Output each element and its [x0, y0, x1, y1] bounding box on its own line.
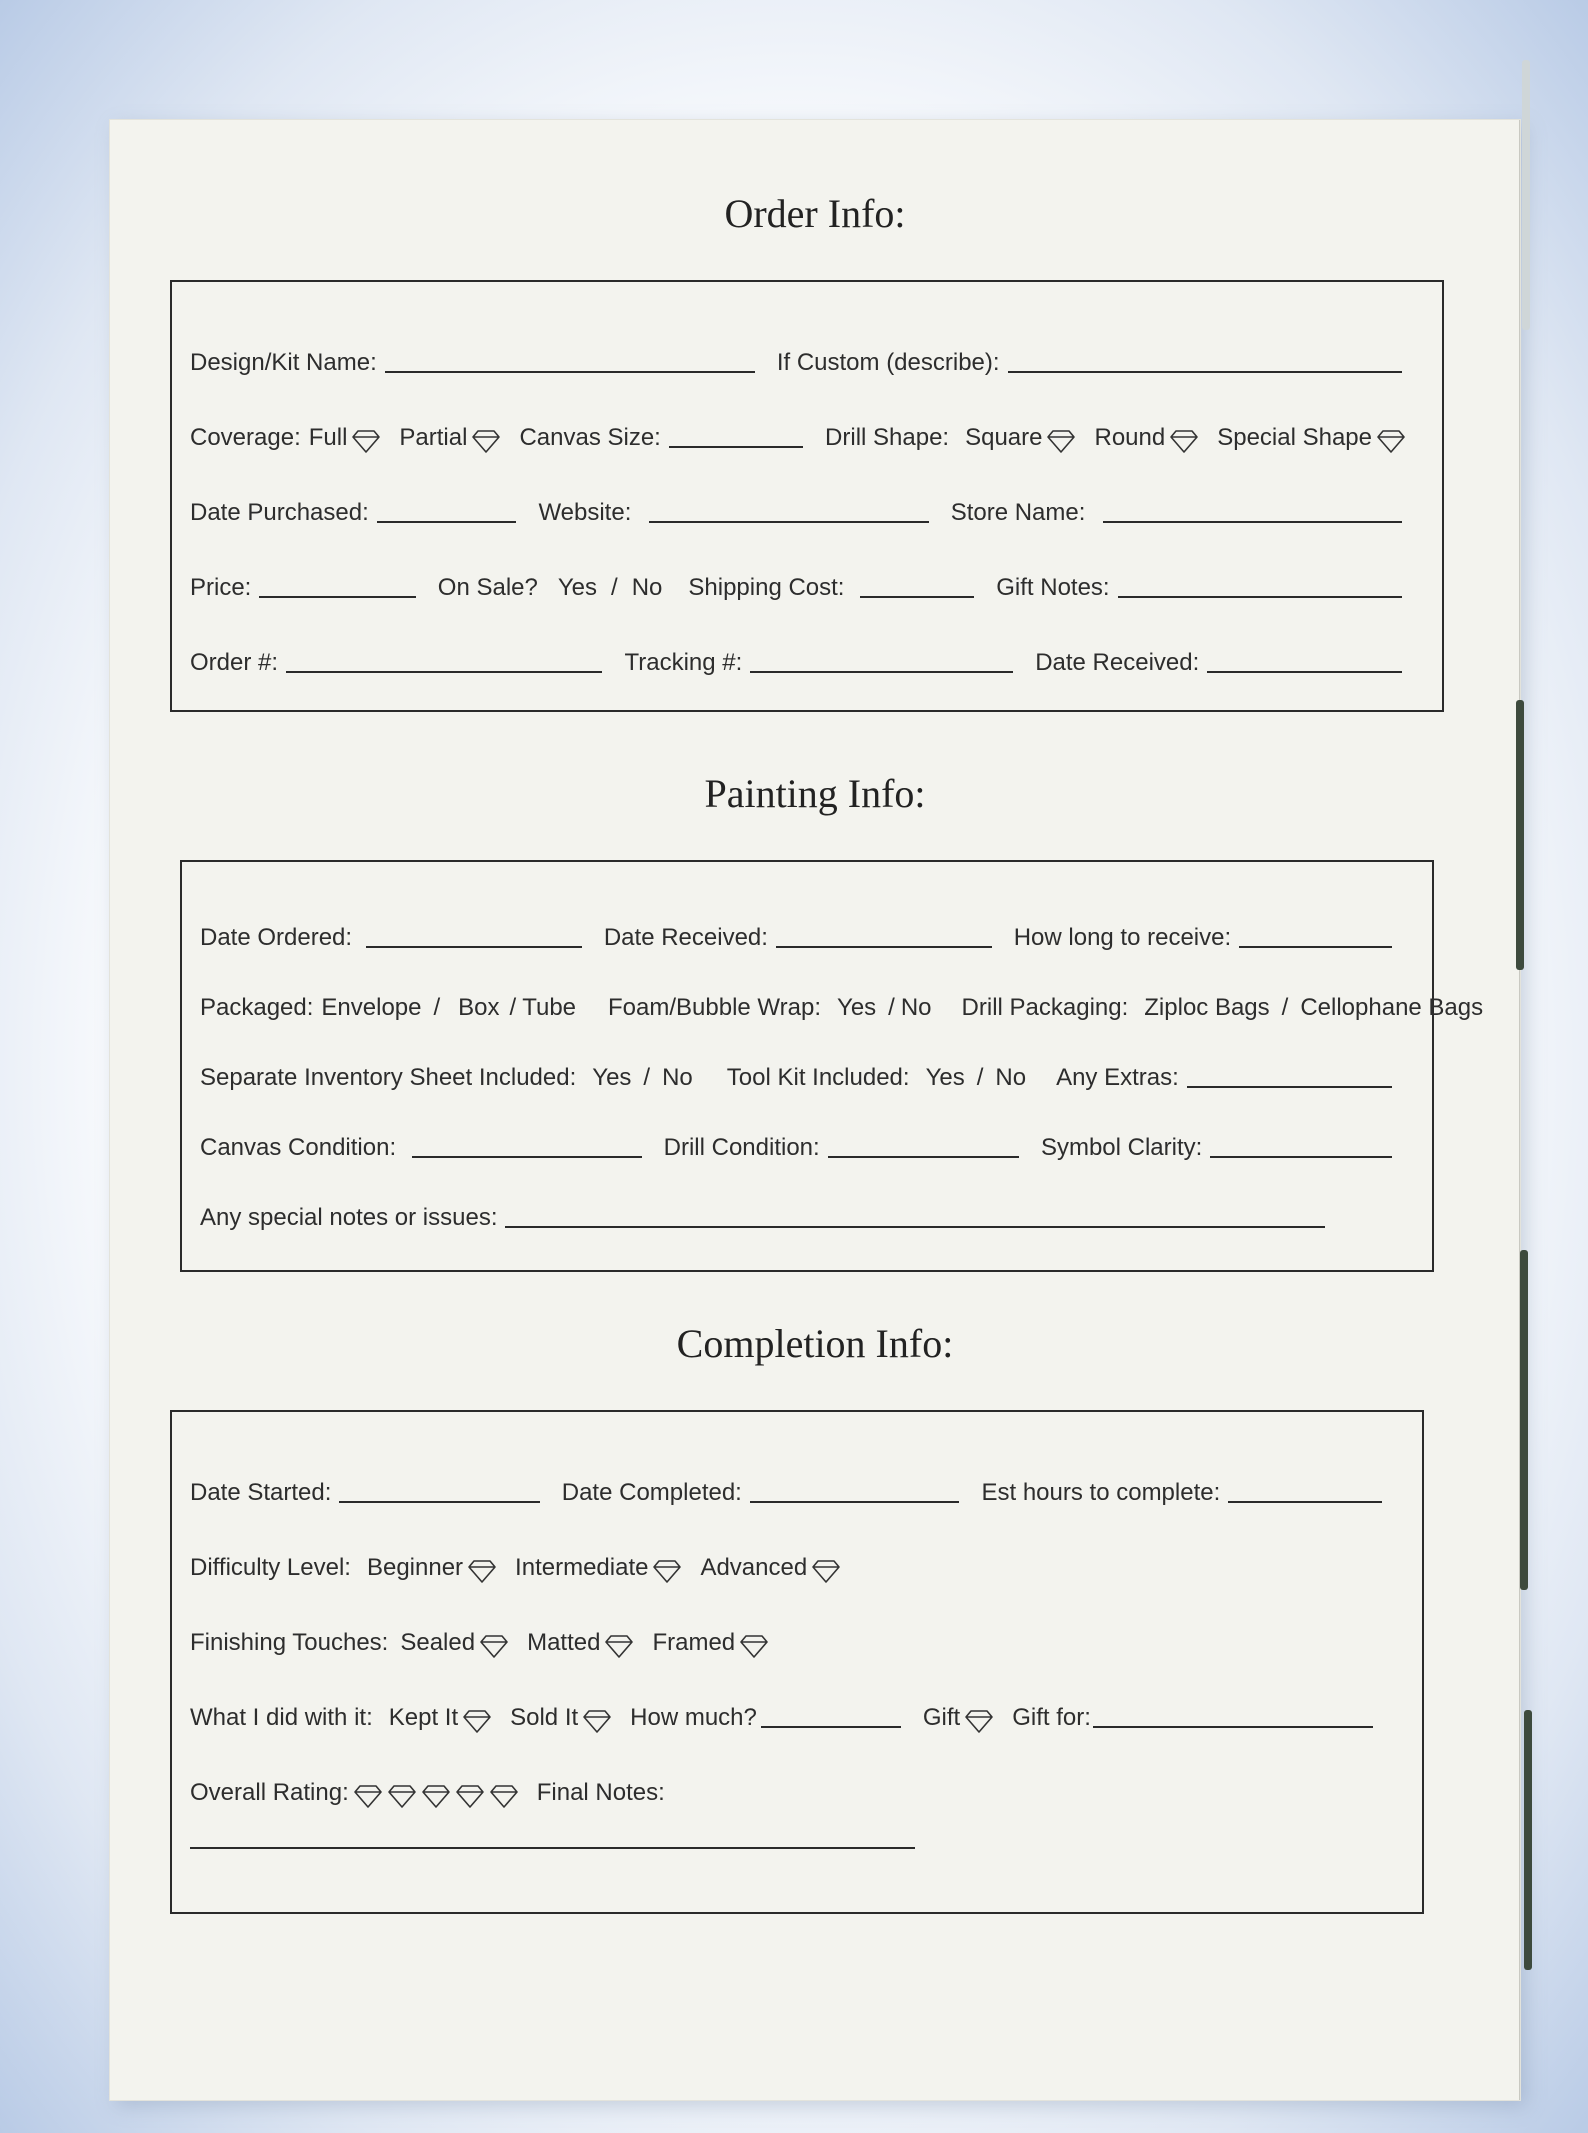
drill-packaging-cellophane[interactable]: Cellophane Bags [1300, 994, 1484, 1021]
binding-stitch [1520, 1250, 1528, 1590]
packaged-label: Packaged: [200, 994, 314, 1021]
diamond-outline-icon[interactable] [811, 1558, 841, 1584]
rating-diamond-icon[interactable] [455, 1783, 485, 1809]
diamond-outline-icon[interactable] [471, 428, 501, 454]
rating-diamond-icon[interactable] [421, 1783, 451, 1809]
date-ordered-field[interactable] [366, 946, 582, 948]
order-info-title: Order Info: [724, 191, 906, 236]
difficulty-advanced: Advanced [700, 1554, 808, 1581]
kept-it-label: Kept It [388, 1704, 459, 1731]
shipping-cost-label: Shipping Cost: [688, 574, 845, 601]
date-completed-label: Date Completed: [561, 1479, 742, 1506]
completion-info-title: Completion Info: [676, 1321, 954, 1366]
store-name-field[interactable] [1103, 521, 1402, 523]
binding-stitch [1524, 1710, 1532, 1970]
rating-diamond-icon[interactable] [387, 1783, 417, 1809]
sold-it-label: Sold It [510, 1704, 579, 1731]
on-sale-no[interactable]: No [631, 574, 663, 601]
final-notes-label: Final Notes: [536, 1779, 665, 1806]
on-sale-label: On Sale? [437, 574, 538, 601]
special-notes-field[interactable] [505, 1226, 1325, 1228]
completion-row-difficulty [190, 1542, 1404, 1582]
completion-row-outcome [190, 1692, 1404, 1732]
how-long-label: How long to receive: [1013, 924, 1232, 951]
final-notes-field[interactable] [190, 1847, 915, 1849]
date-completed-field[interactable] [750, 1501, 960, 1503]
drill-packaging-ziploc[interactable]: Ziploc Bags [1144, 994, 1270, 1021]
foam-label: Foam/Bubble Wrap: [608, 994, 822, 1021]
painting-info-title: Painting Info: [704, 771, 926, 816]
packaged-slash: / [433, 994, 441, 1021]
order-row-coverage [190, 412, 1424, 452]
design-kit-label: Design/Kit Name: [190, 349, 377, 376]
symbol-clarity-label: Symbol Clarity: [1040, 1134, 1203, 1161]
painting-row-dates [200, 912, 1414, 952]
completion-row-dates [190, 1467, 1404, 1507]
how-much-field[interactable] [761, 1726, 901, 1728]
canvas-size-label: Canvas Size: [519, 424, 661, 451]
inventory-slash: / [643, 1064, 651, 1091]
website-field[interactable] [649, 521, 928, 523]
gift-for-field[interactable] [1093, 1726, 1373, 1728]
on-sale-yes[interactable]: Yes [557, 574, 598, 601]
canvas-size-field[interactable] [669, 446, 803, 448]
date-purchased-label: Date Purchased: [190, 499, 369, 526]
tool-kit-label: Tool Kit Included: [726, 1064, 910, 1091]
diamond-outline-icon[interactable] [964, 1708, 994, 1734]
if-custom-label: If Custom (describe): [776, 349, 1000, 376]
special-notes-label: Any special notes or issues: [200, 1204, 498, 1231]
packaged-slash: / [509, 994, 517, 1021]
painting-row-packaging [200, 982, 1484, 1022]
drill-packaging-label: Drill Packaging: [961, 994, 1129, 1021]
extras-label: Any Extras: [1056, 1064, 1179, 1091]
order-row-tracking [190, 637, 1424, 677]
drill-shape-label: Drill Shape: [825, 424, 950, 451]
coverage-label: Coverage: [190, 424, 301, 451]
order-row-purchase [190, 487, 1424, 527]
date-started-field[interactable] [339, 1501, 539, 1503]
diamond-outline-icon[interactable] [604, 1633, 634, 1659]
page-binding-edge [1519, 120, 1520, 2100]
drill-condition-field[interactable] [828, 1156, 1019, 1158]
foam-no[interactable]: No [900, 994, 932, 1021]
difficulty-intermediate: Intermediate [515, 1554, 649, 1581]
coverage-partial-label: Partial [399, 424, 468, 451]
diamond-outline-icon[interactable] [1046, 428, 1076, 454]
diamond-outline-icon[interactable] [462, 1708, 492, 1734]
est-hours-field[interactable] [1228, 1501, 1382, 1503]
diamond-outline-icon[interactable] [467, 1558, 497, 1584]
order-info-box [170, 280, 1444, 712]
design-kit-field[interactable] [385, 371, 755, 373]
drill-condition-label: Drill Condition: [663, 1134, 820, 1161]
diamond-outline-icon[interactable] [1169, 428, 1199, 454]
packaged-box[interactable]: Box [458, 994, 500, 1021]
canvas-condition-field[interactable] [412, 1156, 642, 1158]
canvas-condition-label: Canvas Condition: [200, 1134, 397, 1161]
diamond-outline-icon[interactable] [479, 1633, 509, 1659]
rating-diamond-icon[interactable] [489, 1783, 519, 1809]
painting-date-received-label: Date Received: [603, 924, 768, 951]
packaged-envelope[interactable]: Envelope [321, 994, 422, 1021]
completion-info-box [170, 1410, 1424, 1914]
order-date-received-label: Date Received: [1035, 649, 1200, 676]
date-ordered-label: Date Ordered: [200, 924, 353, 951]
drill-square-label: Square [965, 424, 1043, 451]
rating-diamond-icon[interactable] [353, 1783, 383, 1809]
price-label: Price: [190, 574, 252, 601]
order-date-received-field[interactable] [1207, 671, 1402, 673]
date-started-label: Date Started: [190, 1479, 332, 1506]
order-number-field[interactable] [286, 671, 602, 673]
website-label: Website: [538, 499, 632, 526]
est-hours-label: Est hours to complete: [981, 1479, 1221, 1506]
how-much-label: How much? [630, 1704, 757, 1731]
extras-field[interactable] [1187, 1086, 1392, 1088]
overall-rating-label: Overall Rating: [190, 1779, 349, 1806]
foam-yes[interactable]: Yes [837, 994, 877, 1021]
did-with-label: What I did with it: [190, 1704, 373, 1731]
coverage-full-label: Full [308, 424, 348, 451]
order-number-label: Order #: [190, 649, 279, 676]
inventory-label: Separate Inventory Sheet Included: [200, 1064, 577, 1091]
painting-date-received-field[interactable] [776, 946, 992, 948]
diamond-outline-icon[interactable] [739, 1633, 769, 1659]
finishing-framed: Framed [652, 1629, 736, 1656]
tool-kit-no[interactable]: No [995, 1064, 1027, 1091]
drill-special-label: Special Shape [1217, 424, 1372, 451]
order-row-design [190, 337, 1424, 377]
painting-row-condition [200, 1122, 1414, 1162]
diamond-outline-icon[interactable] [582, 1708, 612, 1734]
finishing-sealed: Sealed [400, 1629, 476, 1656]
drill-packaging-slash: / [1281, 994, 1289, 1021]
completion-row-finishing [190, 1617, 1404, 1657]
diamond-outline-icon[interactable] [351, 428, 381, 454]
tool-kit-slash: / [976, 1064, 984, 1091]
difficulty-label: Difficulty Level: [190, 1554, 351, 1581]
tracking-field[interactable] [750, 671, 1013, 673]
inventory-no[interactable]: No [662, 1064, 693, 1091]
difficulty-beginner: Beginner [366, 1554, 464, 1581]
diamond-outline-icon[interactable] [652, 1558, 682, 1584]
price-field[interactable] [259, 596, 415, 598]
tool-kit-yes[interactable]: Yes [925, 1064, 965, 1091]
binding-stitch [1522, 60, 1530, 330]
binding-stitch [1516, 700, 1524, 970]
diamond-outline-icon[interactable] [1376, 428, 1406, 454]
completion-row-rating [190, 1767, 1404, 1807]
painting-info-box [180, 860, 1484, 1272]
packaged-tube[interactable]: Tube [522, 994, 577, 1021]
drill-round-label: Round [1094, 424, 1166, 451]
form-page [110, 120, 1520, 2100]
symbol-clarity-field[interactable] [1210, 1156, 1392, 1158]
how-long-field[interactable] [1239, 946, 1392, 948]
if-custom-field[interactable] [1008, 371, 1402, 373]
painting-row-inventory [200, 1052, 1414, 1092]
finishing-matted: Matted [527, 1629, 601, 1656]
gift-notes-label: Gift Notes: [996, 574, 1110, 601]
finishing-label: Finishing Touches: [190, 1629, 389, 1656]
order-row-price [190, 562, 1424, 602]
store-name-label: Store Name: [950, 499, 1086, 526]
inventory-yes[interactable]: Yes [592, 1064, 632, 1091]
gift-for-label: Gift for: [1012, 1704, 1091, 1731]
gift-label: Gift [922, 1704, 961, 1731]
foam-slash: / [888, 994, 895, 1021]
tracking-label: Tracking #: [624, 649, 743, 676]
shipping-cost-field[interactable] [860, 596, 974, 598]
on-sale-slash: / [611, 574, 618, 601]
painting-row-notes [200, 1192, 1414, 1232]
gift-notes-field[interactable] [1118, 596, 1402, 598]
date-purchased-field[interactable] [377, 521, 517, 523]
